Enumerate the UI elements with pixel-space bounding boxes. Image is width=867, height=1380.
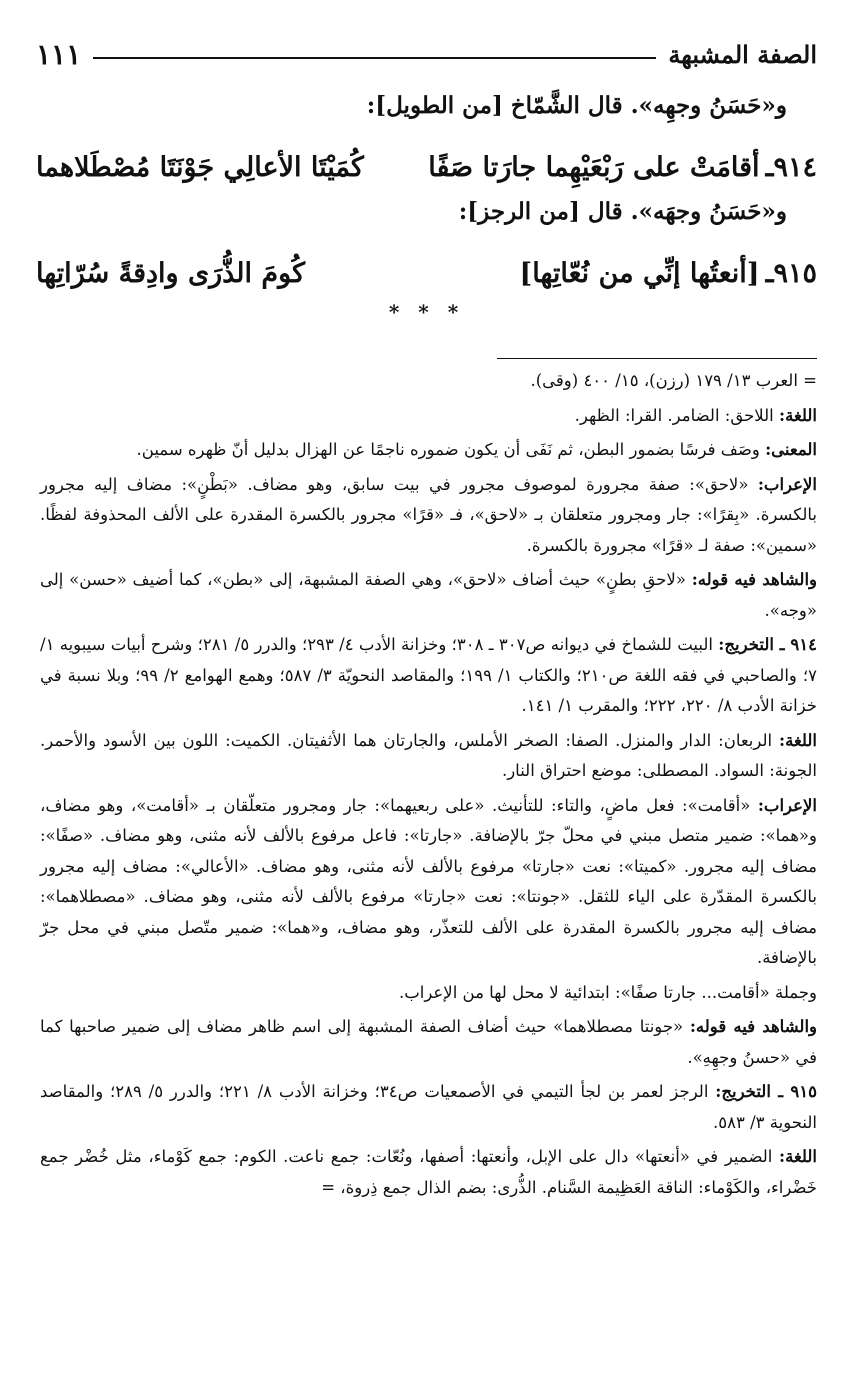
footnote-paragraph <box>40 470 817 562</box>
verse-intro-915: و«حَسَنُ وجهَه». قال [من الرجز]: <box>458 198 787 225</box>
note-text: الرجز لعمر بن لجأ التيمي في الأصمعيات ص٣٤؛ وخزانة الأدب ٨/ ٢٢١؛ والدرر ٥/ ٢٨٩؛ والمقاصد النحوية ٣/ ٥٨٣. <box>40 1082 817 1132</box>
footnote-paragraph <box>40 726 817 787</box>
section-separator: * * * <box>388 300 465 324</box>
note-text: الضمير في «أنعتها» دال على الإبل، وأنعتها: أصفها، ونُعّات: جمع ناعت. الكوم: جمع كَوْماء، مثل خُضْر جمع خَضْراء، والكَوْماء: الناقة العَظِيمة السَّنام. الذُّرى: بضم الذال جمع ذِروة، = <box>40 1147 817 1197</box>
footnote-paragraph <box>40 565 817 626</box>
poetry-section <box>36 92 817 324</box>
note-label: اللغة: <box>779 1147 817 1166</box>
footnote-paragraph <box>40 630 817 722</box>
first-hemistich: [أنعتُها إنِّي من نُعّاتِها] <box>519 257 760 289</box>
note-label: اللغة: <box>779 730 817 750</box>
note-label: المعنى: <box>765 440 817 459</box>
first-hemistich: أقامَتْ على رَبْعَيْهِما جارَتا صَفًا <box>428 151 760 183</box>
note-text: الربعان: الدار والمنزل. الصفا: الصخر الأملس، والجارتان هما الأثفيتان. الكميت: اللون بين الأسود والأحمر. الجونة: السواد. المصطلى: موضع احتراق النار. <box>40 730 817 780</box>
footnote-paragraph <box>40 401 817 432</box>
note-label: اللغة: <box>779 405 817 425</box>
second-hemistich: كُمَيْتَا الأعالِي جَوْنَتَا مُصْطَلاهما <box>36 151 364 183</box>
footnote-paragraph <box>40 366 817 397</box>
note-text: «لاحق»: صفة مجرورة لموصوف مجرور في بيت سابق، وهو مضاف. «بَطْنٍ»: مضاف إليه مجرور بالكسرة. «بِقرًا»: جار ومجرور متعلقان بـ «لاحق»، فـ «قرًا» مجرور بالكسرة المقدرة على الألف المحذوفة لفظًا. «سمين»: صفة لـ «قرًا» مجرورة بالكسرة. <box>40 474 817 555</box>
verse-number: ٩١٤ـ <box>765 151 817 183</box>
note-label: ٩١٤ ـ التخريج: <box>718 635 817 654</box>
footnote-paragraph <box>40 1142 817 1203</box>
note-label: ٩١٥ ـ التخريج: <box>715 1082 817 1101</box>
note-text: «لاحقِ بطنٍ» حيث أضاف «لاحق»، وهي الصفة المشبهة، إلى «بطن»، كما أضيف «حسن» إلى «وجه». <box>40 570 817 620</box>
footnote-paragraph <box>40 791 817 974</box>
header-rule <box>93 57 656 59</box>
note-label: والشاهد فيه قوله: <box>691 570 817 589</box>
verse-914 <box>36 136 817 198</box>
note-text: «جونتا مصطلاهما» حيث أضاف الصفة المشبهة إلى اسم ظاهر مضاف إلى ضمير صاحبها كما في «حسنُ وجهِهِ». <box>40 1017 817 1067</box>
verse-number: ٩١٥ـ <box>765 257 817 289</box>
verse-915 <box>36 242 817 304</box>
footnote-paragraph <box>40 1012 817 1073</box>
note-label: والشاهد فيه قوله: <box>689 1017 817 1036</box>
verse-intro-914: و«حَسَنُ وجهِه». قال الشَّمّاخ [من الطويل]: <box>366 92 787 119</box>
note-text: وجملة «أقامت... جارتا صفًا»: ابتدائية لا محل لها من الإعراب. <box>398 982 817 1002</box>
running-header <box>36 30 817 78</box>
chapter-title: الصفة المشبهة <box>668 39 817 69</box>
second-hemistich: كُومَ الذُّرَى وادِقةً سُرّاتِها <box>36 257 305 289</box>
note-text: وصَف فرسًا بضمور البطن، ثم نَفَى أن يكون ضموره ناجمًا عن الهزال بدليل أنّ ظهره سمين. <box>136 440 766 459</box>
footnote-paragraph <box>40 978 817 1009</box>
note-text: البيت للشماخ في ديوانه ص٣٠٧ ـ ٣٠٨؛ وخزانة الأدب ٤/ ٢٩٣؛ والدرر ٥/ ٢٨١؛ وشرح أبيات سيبويه ١/ ٧؛ والصاحبي في فقه اللغة ص٢١٠؛ والكتاب ١/ ١٩٩؛ والمقاصد النحويّة ٣/ ٥٨٧؛ وهمع الهوامع ٢/ ٩٩؛ وبلا نسبة في خزانة الأدب ٨/ ٢٢٠، ٢٢٢؛ والمقرب ١/ ١٤١. <box>40 635 817 715</box>
note-text: اللاحق: الضامر. القرا: الظهر. <box>574 405 780 425</box>
note-label: الإعراب: <box>757 474 817 494</box>
note-label: الإعراب: <box>757 795 817 815</box>
note-text: «أقامت»: فعل ماضٍ، والتاء: للتأنيث. «على ربعيهما»: جار ومجرور متعلّقان بـ «أقامت»، وهو مضاف، و«هما»: ضمير متصل مبني في محلّ جرّ بالإضافة. «جارتا»: فاعل مرفوع بالألف لأنه مثنى، وهو مضاف. «صفًا»: مضاف إليه مجرور. «كميتا»: نعت «جارتا» مرفوع بالألف لأنه مثنى، وهو مضاف. «الأعالي»: مضاف إليه مجرور بالكسرة المقدّرة على الياء للثقل. «جونتا»: نعت «جارتا» مرفوع بالألف لأنه مثنى، وهو مضاف. «مصطلاهما»: مضاف إليه مجرور بالكسرة المقدرة على الألف للتعذّر، وهو مضاف، و«هما»: ضمير متّصل مبني في محل جرّ بالإضافة. <box>40 795 817 967</box>
footnote-paragraph <box>40 1077 817 1138</box>
note-text: = العرب ١٣/ ١٧٩ (رزن)، ١٥/ ٤٠٠ (وقى). <box>530 371 817 390</box>
page-number: ١١١ <box>36 37 82 71</box>
footnote-paragraph <box>40 435 817 466</box>
footnotes <box>40 366 817 1207</box>
footnote-rule <box>497 358 817 359</box>
